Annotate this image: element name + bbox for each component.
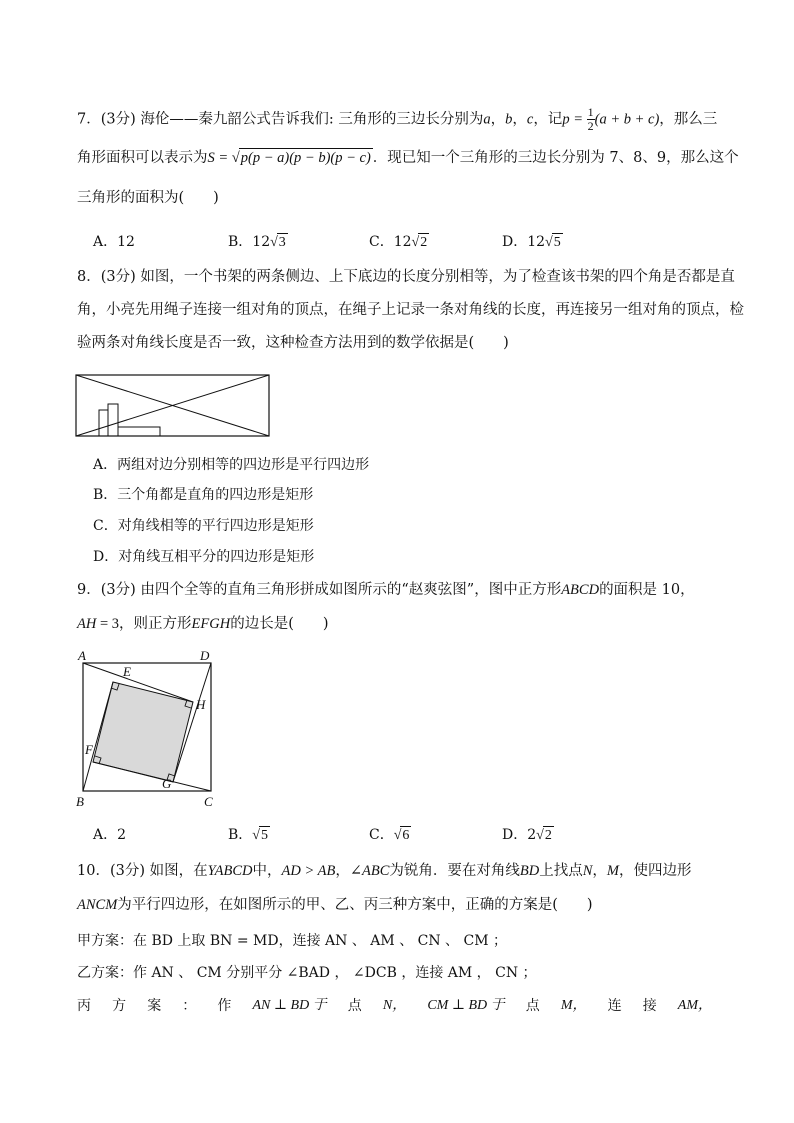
q10-lead: 10．(3分) 如图，在 [77, 863, 208, 879]
opt-text: C．对角线相等的平行四边形是矩形 [93, 518, 314, 534]
sqrt-sign: √ [270, 235, 278, 250]
opt-label: D．12 [502, 234, 546, 250]
q8-line3 [77, 334, 734, 352]
q7-line2-lead: 角形面积可以表示为 [77, 150, 208, 166]
bookshelf-figure [75, 374, 271, 438]
plan-c-token: 点 [525, 998, 540, 1014]
square-efgh: EFGH [191, 616, 231, 632]
plan-c-token: 连 [607, 998, 622, 1014]
q7-line2-tail: ．现已知一个三角形的三边长分别为 7、8、9，那么这个 [372, 150, 739, 166]
q10-mid: 中， [252, 863, 282, 879]
q9-line1 [77, 581, 734, 599]
opt-root: 5 [553, 235, 561, 250]
q10-mid3: 为锐角．要在对角线 [389, 863, 520, 879]
q10-tail: ，使四边形 [619, 863, 692, 879]
q9-option-b[interactable] [228, 826, 270, 845]
opt-root: 3 [278, 235, 286, 250]
var-c: c [526, 111, 534, 128]
frac-num: 1 [587, 105, 594, 119]
q10-mid4: 上找点 [539, 863, 583, 879]
sqrt-sign: √ [231, 150, 240, 166]
sqrt-sign: √ [545, 235, 553, 250]
opt-text: A．两组对边分别相等的四边形是平行四边形 [93, 457, 370, 473]
seg-bd: BD [519, 863, 540, 879]
plan-c-token: CM ⊥ BD 于 [427, 998, 505, 1013]
q10-line2-tail: 为平行四边形，在如图所示的甲、乙、丙三种方案中，正确的方案是( ) [117, 897, 593, 913]
opt-label: C． [369, 827, 394, 843]
q7-lead: 7．(3分) 海伦——秦九韶公式告诉我们: 三角形的三边长分别为 [77, 111, 484, 128]
label-g: G [162, 776, 172, 791]
opt-label: D．2 [502, 827, 537, 843]
plan-c-token: AN ⊥ BD 于 [252, 998, 327, 1013]
plan-c-token: AM， [677, 998, 712, 1013]
q7-tail1: ，那么三 [659, 111, 718, 128]
angle-abc: ∠ABC [349, 863, 390, 879]
q9-lead: 9．(3分) 由四个全等的直角三角形拼成如图所示的“赵爽弦图”，图中正方形 [77, 582, 562, 598]
opt-root: 5 [260, 828, 268, 843]
opt-text: D．对角线互相平分的四边形是矩形 [93, 549, 315, 565]
q8-line2-text: 角，小亮先用绳子连接一组对角的顶点，在绳子上记录一条对角线的长度，再连接另一组对角的顶点，检 [77, 302, 744, 318]
point-n: N [582, 863, 593, 879]
plan-c-token: N， [382, 998, 407, 1013]
sqrt-sign: √ [393, 828, 402, 843]
label-c: C [204, 794, 213, 809]
book-2 [108, 404, 118, 436]
sqrt-sign: √ [536, 828, 544, 843]
opt-label: B．12 [228, 234, 271, 250]
q8-line3-text: 验两条对角线长度是否一致，这种检查方法用到的数学依据是( ) [77, 335, 509, 351]
q9-option-a[interactable] [93, 826, 126, 844]
sqrt-sign: √ [252, 828, 260, 843]
plan-b [77, 964, 734, 982]
q10-line1 [77, 862, 734, 880]
q7-line2 [77, 148, 739, 167]
p-expr: (a + b + c) [594, 111, 660, 128]
q9-line2 [77, 615, 734, 633]
q7-note: ，记 [533, 111, 563, 128]
opt-label: C．12 [369, 234, 412, 250]
plan-b-text: 乙方案：作 AN 、 CM 分别平分 ∠BAD ， ∠DCB ，连接 AM ， CN ； [77, 965, 537, 981]
book-flat [118, 427, 160, 436]
opt-root: 6 [402, 828, 410, 843]
opt-label: A．12 [93, 234, 135, 250]
s-eq: S = [207, 150, 232, 166]
q8-option-c[interactable] [93, 517, 314, 535]
opt-root: 2 [544, 828, 552, 843]
q7-option-b[interactable] [228, 233, 288, 252]
q10-line2 [77, 896, 734, 914]
plan-c-token: M， [560, 998, 587, 1013]
parallelogram: YABCD [207, 863, 253, 879]
sqrt-sign: √ [411, 235, 420, 250]
plan-c-token: 点 [347, 998, 362, 1014]
opt-root: 2 [420, 235, 428, 250]
p-eq: p = [562, 111, 587, 128]
label-h: H [196, 697, 206, 712]
q7-line3 [77, 189, 734, 207]
opt-label: B． [228, 827, 253, 843]
sep: ， [335, 863, 350, 879]
cond-ad-ab: AD > AB [281, 863, 336, 879]
plan-c-token: 作 [217, 998, 232, 1014]
plan-a [77, 932, 734, 950]
q9-tail: 的面积是 10， [599, 582, 695, 598]
q9-line2-tail: 的边长是( ) [230, 616, 329, 632]
q8-option-d[interactable] [93, 548, 314, 566]
plan-c-token: 案 [147, 998, 162, 1014]
q8-line2 [77, 301, 744, 319]
q8-option-a[interactable] [93, 456, 369, 474]
label-a: A [78, 648, 86, 663]
frac-den: 2 [587, 119, 594, 133]
seg-ah: AH [77, 616, 97, 632]
sep: ， [592, 863, 607, 879]
sep: ， [512, 111, 527, 128]
q7-line1 [77, 106, 734, 133]
var-a: a [483, 111, 491, 128]
book-1 [99, 410, 108, 436]
ah-eq: = 3 [96, 616, 120, 632]
label-e: E [123, 664, 131, 679]
sep: ， [490, 111, 506, 128]
opt-text: B．三个角都是直角的四边形是矩形 [93, 487, 314, 503]
fraction-half [587, 106, 595, 133]
q9-option-c[interactable] [369, 826, 411, 845]
label-b: B [76, 794, 84, 809]
plan-c [77, 997, 712, 1015]
q7-line3-text: 三角形的面积为( ) [77, 190, 219, 206]
label-f: F [85, 742, 93, 757]
point-m: M [606, 863, 620, 879]
plan-a-text: 甲方案：在 BD 上取 BN = MD，连接 AN 、 AM 、 CN 、 CM ； [77, 933, 508, 949]
q7-option-a[interactable] [93, 233, 135, 251]
q7-option-d[interactable] [502, 233, 563, 252]
plan-c-token: 接 [642, 998, 657, 1014]
var-b: b [505, 111, 513, 128]
plan-c-token: 丙 [77, 998, 91, 1014]
square-abcd: ABCD [561, 582, 600, 598]
plan-c-token: 方 [112, 998, 127, 1014]
q9-mid: ，则正方形 [119, 616, 192, 632]
opt-label: A．2 [93, 827, 127, 843]
q8-option-b[interactable] [93, 486, 313, 504]
q8-line1-text: 8．(3分) 如图，一个书架的两条侧边、上下底边的长度分别相等，为了检查该书架的四个角是否都是直 [77, 269, 735, 285]
label-d: D [200, 648, 210, 663]
q7-option-c[interactable] [369, 233, 429, 252]
quad-ancm: ANCM [77, 897, 118, 913]
zhao-shuang-figure [72, 646, 222, 812]
s-root: p(p − a)(p − b)(p − c) [240, 150, 371, 166]
q9-option-d[interactable] [502, 826, 554, 845]
q8-line1 [77, 268, 734, 286]
plan-c-token: ： [182, 998, 197, 1014]
